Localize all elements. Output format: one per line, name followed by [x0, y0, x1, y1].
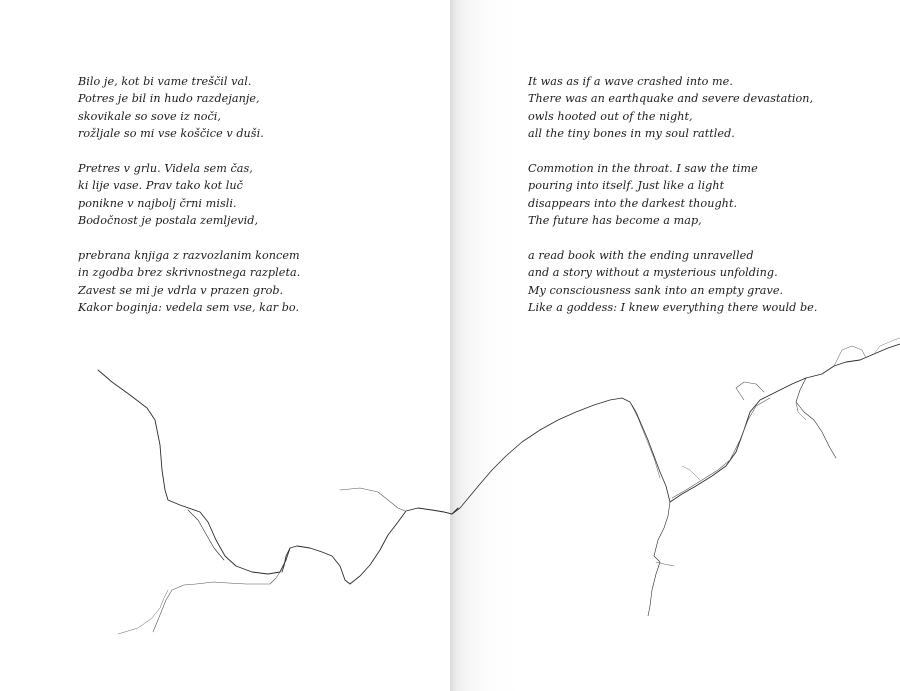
poem-line: prebrana knjiga z razvozlanim koncem	[78, 249, 300, 263]
crack-line	[874, 338, 900, 354]
poem-line: Bilo je, kot bi vame treščil val.	[78, 75, 252, 88]
crack-line	[188, 510, 224, 560]
crack-line	[672, 398, 770, 498]
crack-line	[118, 590, 168, 634]
poem-line: and a story without a mysterious unfolding.	[528, 266, 778, 280]
poem-line: There was an earthquake and severe devastation,	[528, 92, 814, 106]
crack-line	[796, 402, 806, 420]
crack-line	[834, 346, 866, 366]
poem-line: rožljale so mi vse koščice v duši.	[78, 127, 264, 141]
poem-line: owls hooted out of the night,	[528, 109, 693, 123]
poem-line: skovikale so sove iz noči,	[78, 109, 222, 123]
crack-line	[98, 370, 458, 584]
crack-line	[796, 378, 836, 458]
poem-line: ponikne v najbolj črni misli.	[78, 196, 237, 210]
poem-line: ki lije vase. Prav tako kot luč	[78, 179, 244, 193]
poem-line: My consciousness sank into an empty grave.	[528, 283, 784, 297]
poem-line: pouring into itself. Just like a light	[528, 179, 725, 193]
poem-line: Kakor boginja: vedela sem vse, kar bo.	[78, 301, 300, 315]
poem-line: The future has become a map,	[528, 214, 702, 228]
poem-line: It was as if a wave crashed into me.	[528, 75, 733, 88]
crack-line	[682, 466, 700, 480]
poem-line: all the tiny bones in my soul rattled.	[528, 127, 735, 141]
poem-line: Potres je bil in hudo razdejanje,	[78, 92, 260, 106]
crack-line	[648, 502, 670, 616]
crack-line	[736, 382, 764, 400]
poem-line: Commotion in the throat. I saw the time	[528, 162, 758, 176]
crack-line	[630, 402, 660, 478]
crack-lines-group	[98, 338, 900, 634]
crack-line	[153, 572, 280, 632]
poem-line: Pretres v grlu. Videla sem čas,	[78, 162, 253, 176]
poem-line: Like a goddess: I knew everything there would be.	[528, 301, 818, 315]
poem-line: a read book with the ending unravelled	[528, 249, 754, 263]
poem-line: Zavest se mi je vdrla v prazen grob.	[78, 283, 284, 297]
poem-line: in zgodba brez skrivnostnega razpleta.	[78, 266, 301, 280]
poem-line: disappears into the darkest thought.	[528, 196, 738, 210]
crack-line	[444, 398, 670, 514]
poem-line: Bodočnost je postala zemljevid,	[78, 214, 259, 228]
crack-line	[340, 488, 405, 511]
